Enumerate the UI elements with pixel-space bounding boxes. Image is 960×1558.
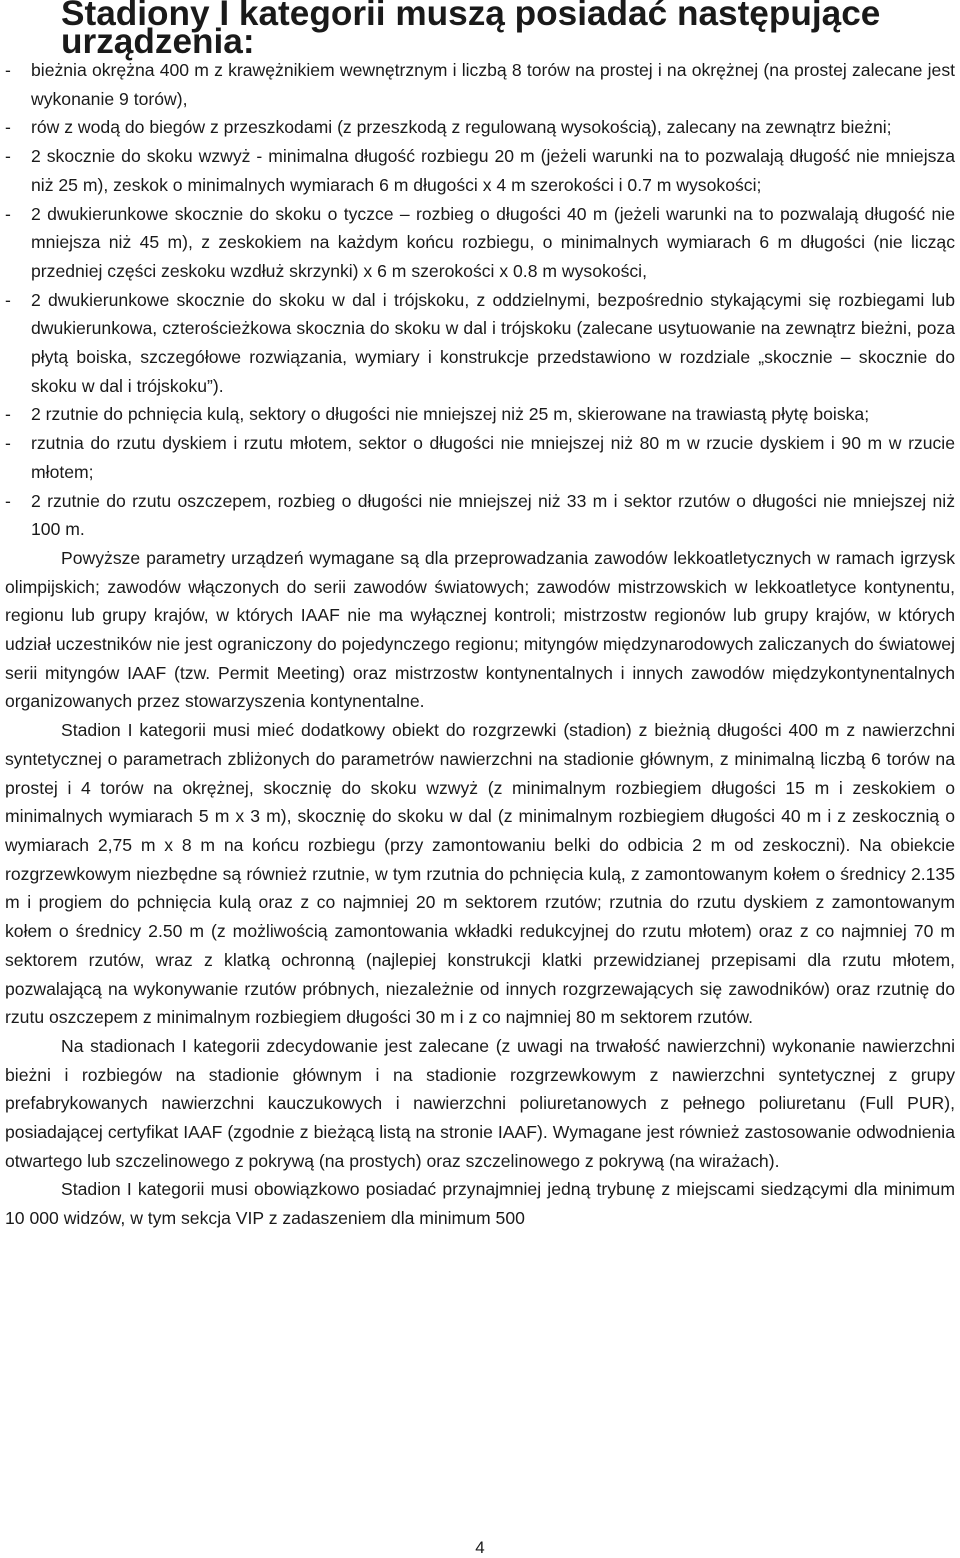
paragraph: Powyższe parametry urządzeń wymagane są dla przeprowadzania zawodów lekkoatletycznych w ramach igrzysk olimpijskich; zawodów włączonych do serii zawodów światowych; zawodów mistrzowskich w lekkoatletyce kontynentu, regionu lub grupy krajów, w których IAAF nie ma wyłącznej kontroli; mistrzostw regionów lub grupy krajów, w których udział uczestników nie jest ograniczony do pojedynczego regionu; mityngów międzynarodowych zaliczanych do światowej serii mityngów IAAF (tzw. Permit Meeting) oraz mistrzostw kontynentalnych i innych zawodów międzykontynentalnych organizowanych przez stowarzyszenia kontynentalne. [5,547,955,712]
list-dash: - [5,117,11,138]
list-item [5,487,955,544]
list-item-text: 2 dwukierunkowe skocznie do skoku w dal i trójskoku, z oddzielnymi, bezpośrednio stykającymi się rozbiegami lub dwukierunkowa, czterościeżkowa skocznia do skoku w dal i trójskoku (zalecane usytuowanie na zewnątrz bieżni, poza płytą boiska, szczegółowe rozwiązania, wymiary i konstrukcje przedstawiono w rozdziale „skocznie – skocznie do skoku w dal i trójskoku”). [31,289,955,396]
list-dash: - [5,490,11,511]
list-item [5,429,955,486]
list-item [5,286,955,401]
list-item-text: 2 rzutnie do rzutu oszczepem, rozbieg o długości nie mniejszej niż 33 m i sektor rzutów o długości nie mniejszej niż 100 m. [31,490,955,540]
list-item [5,400,955,429]
list-item-text: rów z wodą do biegów z przeszkodami (z przeszkodą z regulowaną wysokością), zalecany na zewnątrz bieżni; [31,117,892,138]
list-item [5,56,955,113]
list-dash: - [5,203,11,224]
list-dash: - [5,404,11,425]
list-item-text: 2 dwukierunkowe skocznie do skoku o tyczce – rozbieg o długości 40 m (jeżeli warunki na to pozwalają długość nie mniejsza niż 45 m), z zeskokiem na każdym końcu rozbiegu, o minimalnych wymiarach 6 m długości (nie licząc przedniej części zeskoku wzdłuż skrzynki) x 6 m szerokości x 0.8 m wysokości, [31,203,955,281]
list-dash: - [5,60,11,80]
list-dash: - [5,146,11,167]
section-heading: Stadiony I kategorii muszą posiadać następujące urządzenia: [61,0,881,61]
list-dash: - [5,289,11,310]
list-item-text: 2 rzutnie do pchnięcia kulą, sektory o długości nie mniejszej niż 25 m, skierowane na trawiastą płytę boiska; [31,404,870,425]
list-item [5,200,955,286]
list-item-text: bieżnia okrężna 400 m z krawężnikiem wewnętrznym i liczbą 8 torów na prostej i na okrężnej (na prostej zalecane jest wykonanie 9 torów), [31,60,955,109]
list-item-text: rzutnia do rzutu dyskiem i rzutu młotem, sektor o długości nie mniejszej niż 80 m w rzucie dyskiem i 90 m w rzucie młotem; [31,433,955,482]
equipment-list [5,56,955,544]
paragraph: Stadion I kategorii musi mieć dodatkowy obiekt do rozgrzewki (stadion) z bieżnią długości 400 m z nawierzchni syntetycznej o parametrach zbliżonych do parametrów nawierzchni na stadionie głównym, z minimalną liczbą 6 torów na prostej i 4 torów na okrężnej, skocznię do skoku wzwyż (z minimalnym rozbiegiem długości 15 m i zeskokiem o minimalnych wymiarach 5 m x 3 m), skocznię do skoku w dal (z minimalnym rozbiegiem długości 40 m i z zeskocznią o wymiarach 2,75 m x 8 m na końcu rozbiegu (przy zamontowaniu belki do odbicia 2 m od zeskoczni). Na obiekcie rozgrzewkowym niezbędne są również rzutnie, w tym rzutnia do pchnięcia kulą, z zamontowanym kołem o średnicy 2.135 m i progiem do pchnięcia kulą oraz z co najmniej 20 m sektorem rzutów; rzutnia do rzutu dyskiem z zamontowanym kołem o średnicy 2.50 m (z możliwością zamontowania wkładki redukcyjnej do rzutu młotem) oraz z co najmniej 70 m sektorem rzutów, wraz z klatką ochronną (najlepiej konstrukcji klatki przewidzianej przepisami dla rzutu młotem, pozwalającą na wykonywanie rzutów próbnych, niezależnie od innych rozgrzewających się zawodników) oraz rzutnię do rzutu oszczepem z minimalnym rozbiegiem długości 30 m i z co najmniej 80 m sektorem rzutów. [5,720,955,1028]
list-item [5,113,955,142]
page-number: 4 [475,1538,485,1557]
paragraph: Na stadionach I kategorii zdecydowanie jest zalecane (z uwagi na trwałość nawierzchni) wykonanie nawierzchni bieżni i rozbiegów na stadionie głównym i na stadionie rozgrzewkowym z nawierzchni syntetycznej z grupy prefabrykowanych nawierzchni kauczukowych i nawierzchni poliuretanowych z pełnego poliuretanu (Full PUR), posiadającej certyfikat IAAF (zgodnie z bieżącą listą na stronie IAAF). Wymagane jest również zastosowanie odwodnienia otwartego lub szczelinowego z pokrywą (na prostych) oraz szczelinowego z pokrywą (na wirażach). [5,1035,955,1171]
list-dash: - [5,433,11,454]
list-item-text: 2 skocznie do skoku wzwyż - minimalna długość rozbiegu 20 m (jeżeli warunki na to pozwalają długość nie mniejsza niż 25 m), zeskok o minimalnych wymiarach 6 m długości x 4 m szerokości i 0.7 m wysokości; [31,146,955,195]
paragraph: Stadion I kategorii musi obowiązkowo posiadać przynajmniej jedną trybunę z miejscami siedzącymi dla minimum 10 000 widzów, w tym sekcja VIP z zadaszeniem dla minimum 500 [5,1179,955,1229]
list-item [5,142,955,199]
